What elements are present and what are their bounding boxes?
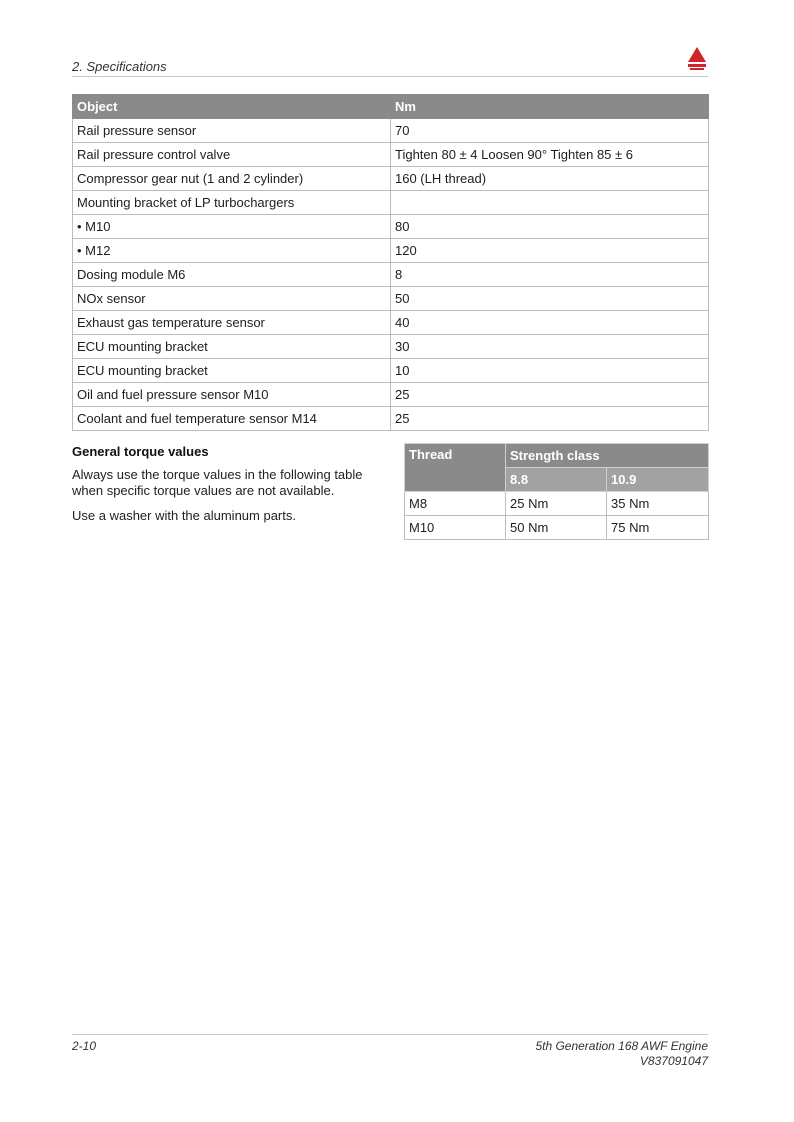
- page-header: [72, 58, 708, 77]
- agco-logo: [686, 46, 708, 72]
- table-row: [73, 359, 709, 383]
- table-row: [73, 191, 709, 215]
- header-class-8-8: 8.8: [506, 468, 607, 492]
- table-row: [73, 143, 709, 167]
- nm-cell: 8: [391, 263, 709, 287]
- document-code: V837091047: [639, 1054, 708, 1068]
- object-cell: Dosing module M6: [73, 263, 391, 287]
- instruction-paragraph: Always use the torque values in the following table when specific torque values are not available.: [72, 467, 363, 498]
- table-row: [73, 383, 709, 407]
- table-row: [405, 492, 709, 516]
- table-header-row: [73, 95, 709, 119]
- object-cell: NOx sensor: [73, 287, 391, 311]
- nm-cell: 10: [391, 359, 709, 383]
- header-class-10-9: 10.9: [607, 468, 709, 492]
- table-row: [73, 167, 709, 191]
- object-cell: Compressor gear nut (1 and 2 cylinder): [73, 167, 391, 191]
- torque-spec-table: [72, 94, 709, 431]
- header-nm: Nm: [391, 95, 709, 119]
- table-row: [73, 263, 709, 287]
- nm-cell: 30: [391, 335, 709, 359]
- nm-cell: 120: [391, 239, 709, 263]
- washer-note: Use a washer with the aluminum parts.: [72, 508, 296, 523]
- object-cell: • M12: [73, 239, 391, 263]
- table-row: [73, 287, 709, 311]
- page-number: 2-10: [72, 1039, 97, 1053]
- nm-cell: 160 (LH thread): [391, 167, 709, 191]
- nm-cell: Tighten 80 ± 4 Loosen 90° Tighten 85 ± 6: [391, 143, 709, 167]
- value-cell: 50 Nm: [506, 516, 607, 540]
- nm-cell: 80: [391, 215, 709, 239]
- value-cell: 35 Nm: [607, 492, 709, 516]
- header-strength-class: Strength class: [506, 444, 709, 468]
- object-cell: • M10: [73, 215, 391, 239]
- section-heading: General torque values: [72, 444, 209, 459]
- table-header-row: [405, 444, 709, 468]
- nm-cell: 70: [391, 119, 709, 143]
- object-cell: ECU mounting bracket: [73, 359, 391, 383]
- object-cell: Coolant and fuel temperature sensor M14: [73, 407, 391, 431]
- table-row: [73, 119, 709, 143]
- table-row: [73, 311, 709, 335]
- table-row: [405, 516, 709, 540]
- nm-cell: 40: [391, 311, 709, 335]
- object-cell: Mounting bracket of LP turbochargers: [73, 191, 391, 215]
- thread-cell: M10: [405, 516, 506, 540]
- document-title: 5th Generation 168 AWF Engine: [535, 1039, 708, 1053]
- nm-cell: 50: [391, 287, 709, 311]
- nm-cell: [391, 191, 709, 215]
- header-title: 2. Specifications: [72, 59, 167, 74]
- header-object: Object: [73, 95, 391, 119]
- object-cell: Exhaust gas temperature sensor: [73, 311, 391, 335]
- general-torque-table: [404, 443, 709, 540]
- object-cell: Rail pressure control valve: [73, 143, 391, 167]
- object-cell: Oil and fuel pressure sensor M10: [73, 383, 391, 407]
- table-row: [73, 239, 709, 263]
- table-row: [73, 215, 709, 239]
- header-thread: Thread: [405, 444, 506, 492]
- nm-cell: 25: [391, 407, 709, 431]
- table-row: [73, 407, 709, 431]
- nm-cell: 25: [391, 383, 709, 407]
- thread-cell: M8: [405, 492, 506, 516]
- object-cell: Rail pressure sensor: [73, 119, 391, 143]
- object-cell: ECU mounting bracket: [73, 335, 391, 359]
- value-cell: 25 Nm: [506, 492, 607, 516]
- table-row: [73, 335, 709, 359]
- page-footer: [72, 1034, 708, 1075]
- value-cell: 75 Nm: [607, 516, 709, 540]
